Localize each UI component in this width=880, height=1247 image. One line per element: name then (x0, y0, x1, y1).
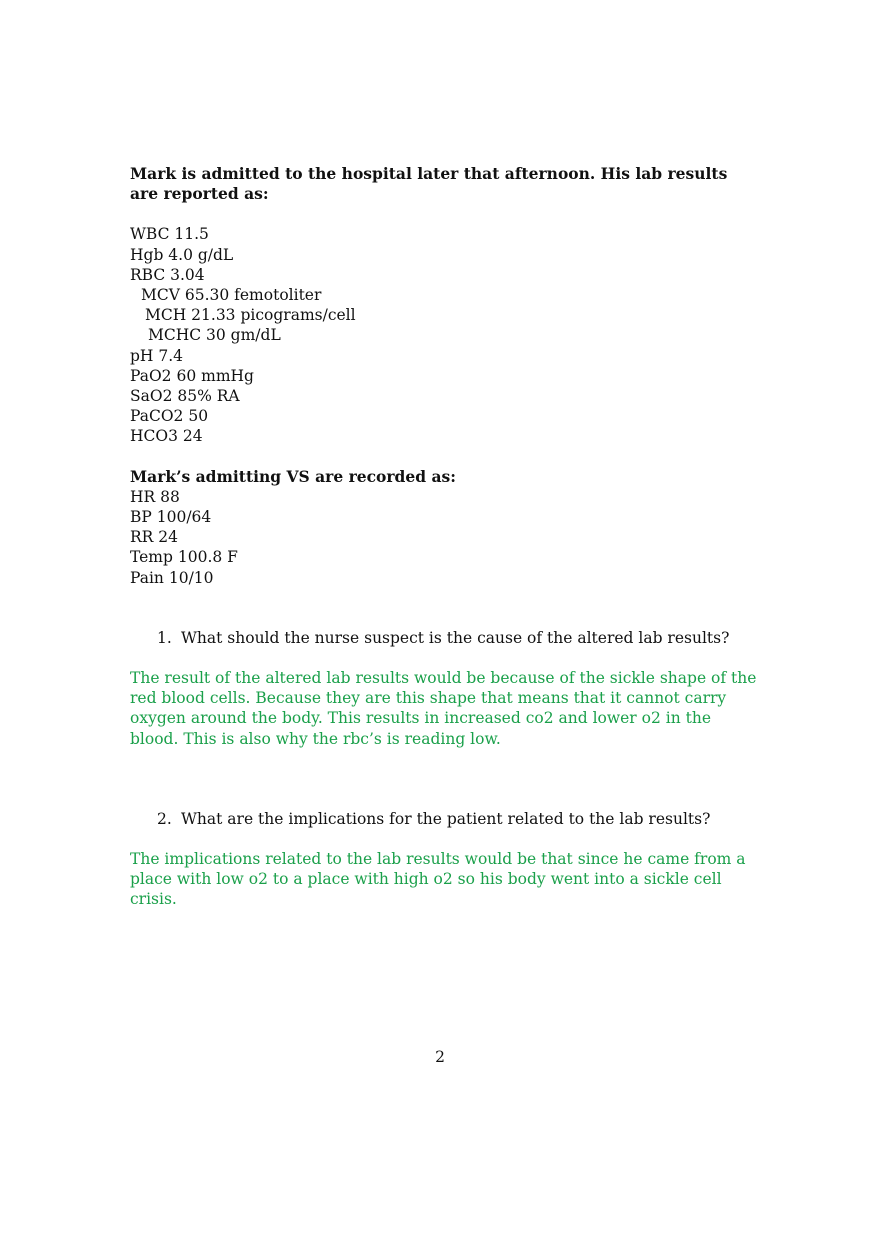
lab-result-hco3: HCO3 24 (130, 427, 203, 446)
question-2-text: What are the implications for the patient related to the lab results? (181, 809, 711, 828)
question-1-number: 1. (157, 628, 172, 647)
question-1-prompt (130, 628, 760, 648)
lab-result-sao2: SaO2 85% RA (130, 387, 240, 406)
document-body (130, 164, 760, 910)
vital-bp: BP 100/64 (130, 508, 212, 527)
lab-result-pao2: PaO2 60 mmHg (130, 366, 254, 385)
lab-result-mcv: MCV 65.30 femotoliter (141, 286, 322, 305)
question-2-number: 2. (157, 809, 172, 828)
vital-rr: RR 24 (130, 528, 178, 547)
lab-result-mch: MCH 21.33 picograms/cell (145, 306, 356, 325)
lab-results-heading: Mark is admitted to the hospital later that afternoon. His lab results are reported as: (130, 164, 728, 204)
answer-1: The result of the altered lab results would be because of the sickle shape of the red blood cells. Because they are this shape that means that it cannot carry oxygen around the body. This results in increased co2 and lower o2 in the blood. This is also why the rbc’s is reading low. (130, 669, 757, 748)
lab-result-mchc: MCHC 30 gm/dL (148, 326, 281, 345)
page-number: 2 (435, 1048, 445, 1066)
vital-temp: Temp 100.8 F (130, 548, 238, 567)
question-1-text: What should the nurse suspect is the cause of the altered lab results? (181, 628, 730, 647)
lab-result-rbc: RBC 3.04 (130, 265, 205, 284)
lab-results-list (130, 224, 760, 446)
lab-result-wbc: WBC 11.5 (130, 225, 209, 244)
lab-result-ph: pH 7.4 (130, 346, 184, 365)
lab-result-paco2: PaCO2 50 (130, 407, 209, 426)
lab-result-hgb: Hgb 4.0 g/dL (130, 245, 234, 264)
vital-pain: Pain 10/10 (130, 568, 214, 587)
vitals-list (130, 487, 760, 588)
question-2 (130, 809, 760, 910)
question-2-prompt (130, 809, 760, 829)
vitals-heading: Mark’s admitting VS are recorded as: (130, 466, 456, 486)
answer-2: The implications related to the lab results would be that since he came from a place with low o2 to a place with high o2 so his body went into a sickle cell crisis. (130, 850, 746, 909)
vital-hr: HR 88 (130, 487, 180, 506)
question-1 (130, 628, 760, 749)
